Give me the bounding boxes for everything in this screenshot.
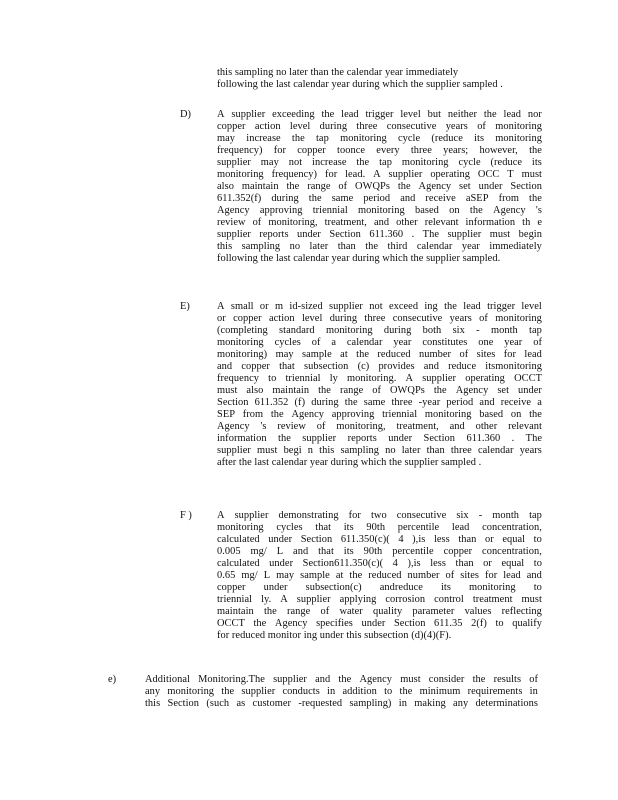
- paragraph-line: A small or m id-sized supplier not exceed ing the lead trigger level: [217, 301, 542, 312]
- subsection-label: F ): [180, 510, 192, 521]
- paragraph-line: or copper action level during three consecutive years of monitoring: [217, 313, 542, 324]
- paragraph-line: monitoring) may sample at the reduced number of sites for lead: [217, 349, 542, 360]
- paragraph-line: and copper that subsection (c) provides and reduce itsmonitoring: [217, 361, 542, 372]
- paragraph-line: also maintain the range of OWQPs the Agency set under Section: [217, 181, 542, 192]
- paragraph-line: supplier must begi n this sampling no later than three calendar years: [217, 445, 542, 456]
- paragraph-line: must also maintain the range of OWQPs the Agency set under: [217, 385, 542, 396]
- paragraph-line: OCCT the Agency specifies under Section 611.35 2(f) to qualify: [217, 618, 542, 629]
- paragraph-line: frequency) for copper toonce every three years; however, the: [217, 145, 542, 156]
- paragraph-line: this sampling no later than the calendar year immediately: [217, 67, 459, 78]
- paragraph-line: A supplier exceeding the lead trigger level but neither the lead nor: [217, 109, 542, 120]
- paragraph-line: monitoring cycles that its 90th percentile lead concentration,: [217, 522, 542, 533]
- paragraph-line: copper under subsection(c) andreduce its monitoring to: [217, 582, 542, 593]
- paragraph-line: this sampling no later than the third calendar year immediately: [217, 241, 542, 252]
- paragraph-line: Agency approving triennial monitoring based on the Agency 's: [217, 205, 542, 216]
- subsection-label: D): [180, 109, 191, 120]
- paragraph-line: calculated under Section 611.350(c)( 4 ),is less than or equal to: [217, 534, 542, 545]
- subsection-label: E): [180, 301, 190, 312]
- paragraph-line: following the last calendar year during which the supplier sampled .: [217, 79, 503, 90]
- paragraph-line: review of monitoring, treatment, and other relevant information th e: [217, 217, 542, 228]
- paragraph-line: calculated under Section611.350(c)( 4 ),is less than or equal to: [217, 558, 542, 569]
- paragraph-line: supplier reports under Section 611.360 . The supplier must begin: [217, 229, 542, 240]
- paragraph-line: copper action level during three consecutive years of monitoring: [217, 121, 542, 132]
- paragraph-line: maintain the range of water quality parameter values reflecting: [217, 606, 542, 617]
- paragraph-line: 611.352(f) during the same period and receive aSEP from the: [217, 193, 542, 204]
- paragraph-line: this Section (such as customer -requested sampling) in making any determinations: [145, 698, 538, 709]
- paragraph-line: frequency to triennial ly monitoring. A supplier operating OCCT: [217, 373, 542, 384]
- paragraph-line: triennial ly. A supplier applying corrosion control treatment must: [217, 594, 542, 605]
- paragraph-line: (completing standard monitoring during both six - month tap: [217, 325, 542, 336]
- paragraph-line: monitoring frequency) for lead. A supplier operating OCC T must: [217, 169, 542, 180]
- paragraph-line: 0.005 mg/ L and that its 90th percentile copper concentration,: [217, 546, 542, 557]
- paragraph-line: may increase the tap monitoring cycle (reduce its monitoring: [217, 133, 542, 144]
- paragraph-line: any monitoring the supplier conducts in addition to the minimum requirements in: [145, 686, 538, 697]
- paragraph-line: Additional Monitoring.The supplier and the Agency must consider the results of: [145, 674, 538, 685]
- paragraph-line: for reduced monitor ing under this subsection (d)(4)(F).: [217, 630, 452, 641]
- paragraph-line: information the supplier reports under Section 611.360 . The: [217, 433, 542, 444]
- paragraph-line: following the last calendar year during which the supplier sampled.: [217, 253, 501, 264]
- paragraph-line: Section 611.352 (f) during the same three -year period and receive a: [217, 397, 542, 408]
- paragraph-line: supplier may not increase the tap monitoring cycle (reduce its: [217, 157, 542, 168]
- paragraph-line: monitoring cycles of a calendar year constitutes one year of: [217, 337, 542, 348]
- paragraph-line: 0.65 mg/ L may sample at the reduced number of sites for lead and: [217, 570, 542, 581]
- paragraph-line: Agency 's review of monitoring, treatment, and other relevant: [217, 421, 542, 432]
- paragraph-line: after the last calendar year during which the supplier sampled .: [217, 457, 482, 468]
- paragraph-line: SEP from the Agency approving triennial monitoring based on the: [217, 409, 542, 420]
- paragraph-line: A supplier demonstrating for two consecutive six - month tap: [217, 510, 542, 521]
- section-label: e): [108, 674, 117, 685]
